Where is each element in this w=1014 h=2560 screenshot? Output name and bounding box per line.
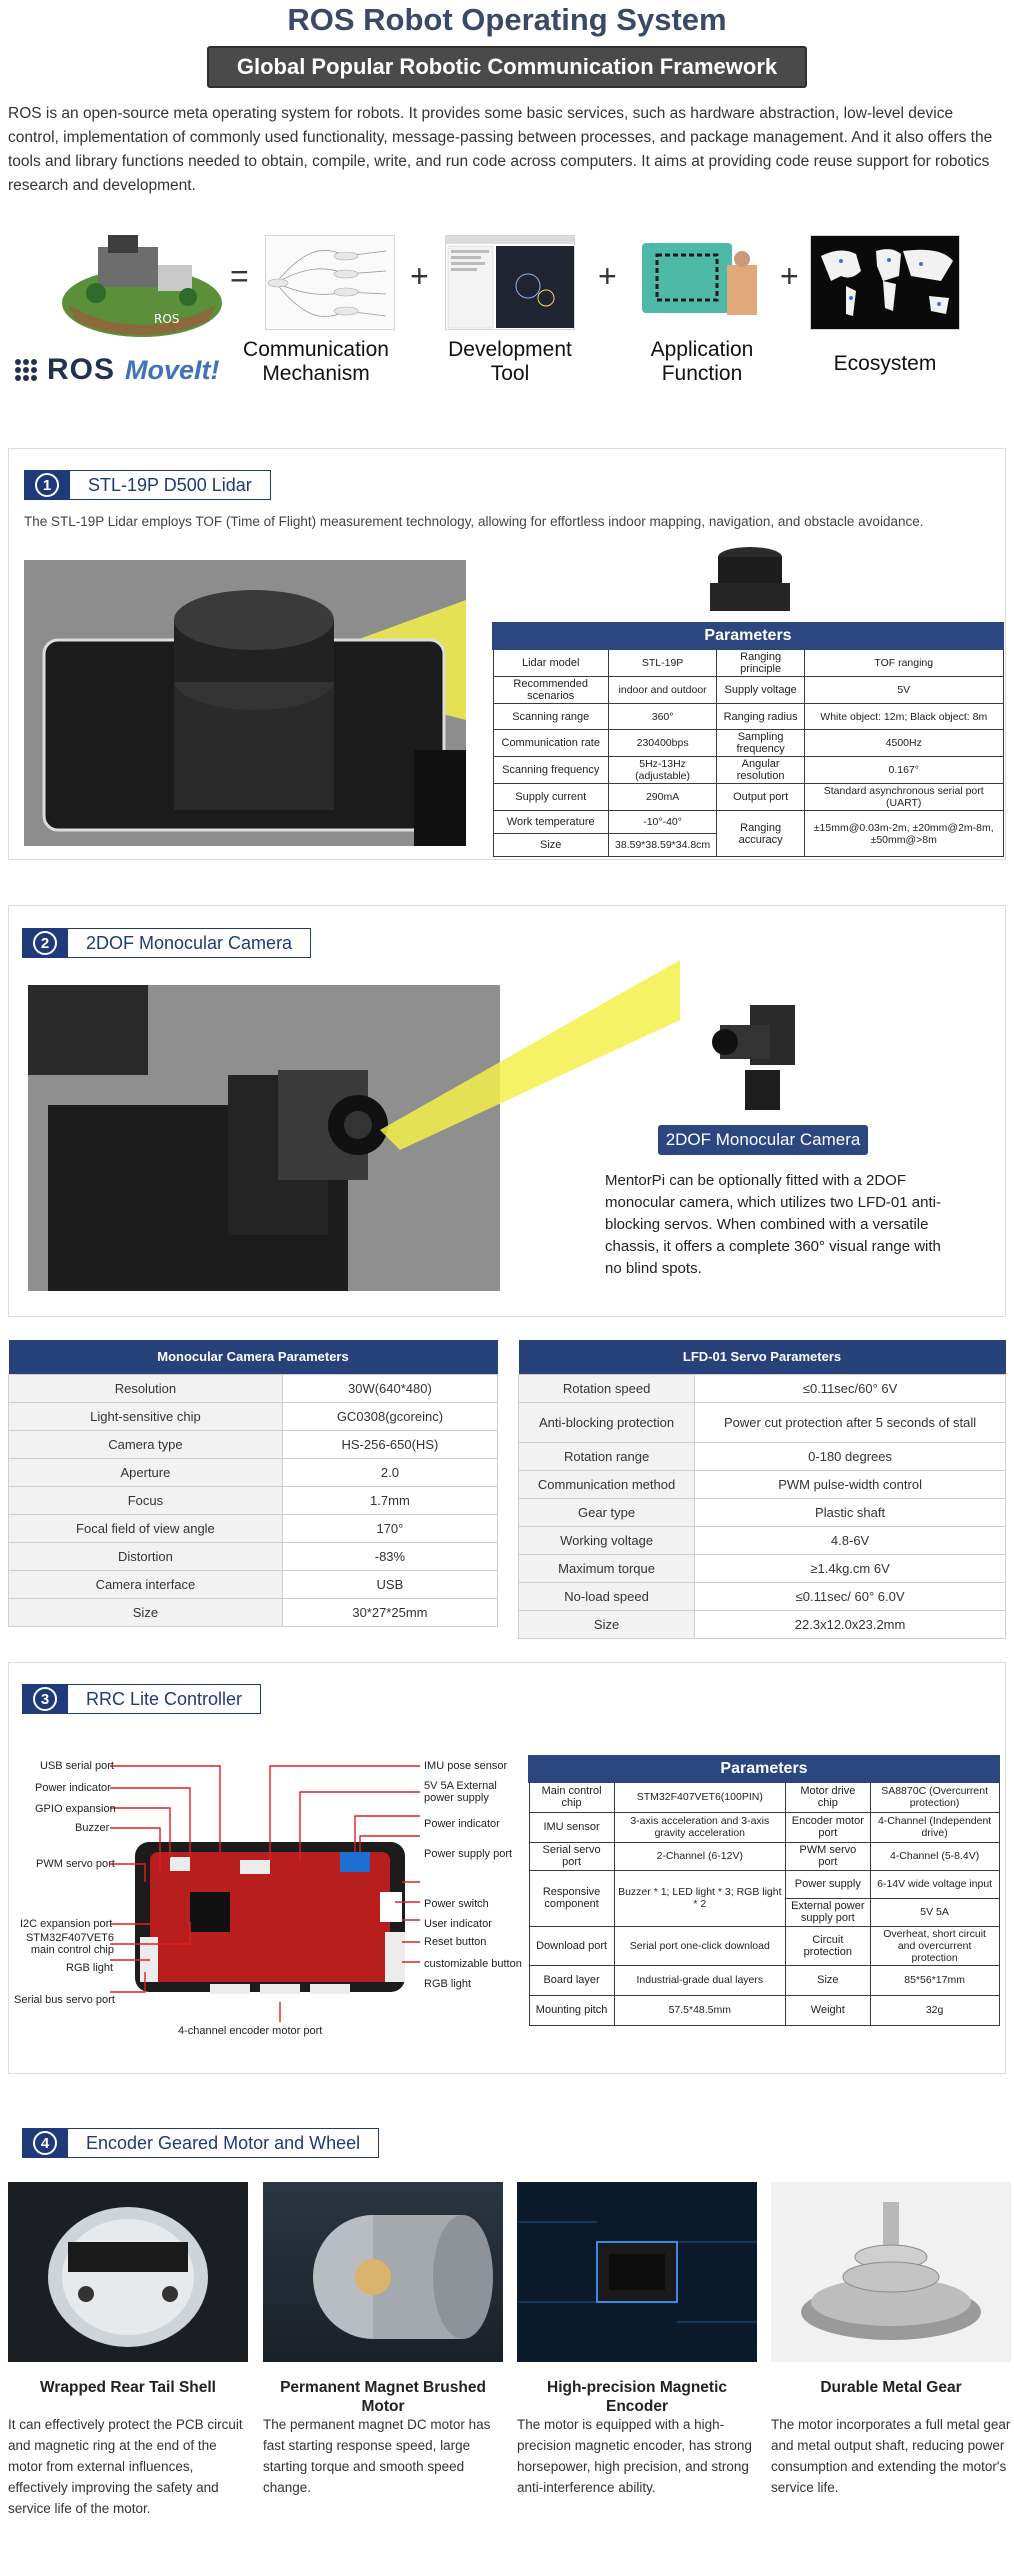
cell: Ranging radius [717,704,805,730]
cell: PWM pulse-width control [695,1470,1006,1498]
cell: Ranging accuracy [717,811,805,857]
label-usb-serial-port: USB serial port [40,1760,114,1772]
cell: -10°-40° [608,811,716,834]
intro-paragraph: ROS is an open-source meta operating system for robots. It provides some basic services, such as hardware abstraction, low-level device control, implementation of commonly used functionality, message-passing between processes, and package management. And it also offers the tools and library functions needed to obtain, compile, write, and run code across computers. It aims at providing code reuse support for robotics research and development. [8,105,993,194]
cell: Communication method [519,1470,695,1498]
cell: Sampling frequency [717,730,805,757]
cell: Resolution [9,1374,283,1402]
cell: Responsive component [529,1870,614,1926]
label-power-switch: Power switch [424,1898,489,1910]
section-title: RRC Lite Controller [68,1684,261,1714]
cell: 0-180 degrees [695,1442,1006,1470]
cell: GC0308(gcoreinc) [282,1402,497,1430]
cell: 290mA [608,784,716,811]
cell: 4-Channel (Independent drive) [870,1812,999,1842]
label-imu-pose-sensor: IMU pose sensor [424,1760,508,1772]
motor-feature-desc: The permanent magnet DC motor has fast starting response speed, large starting torque and smooth speed change. [263,2417,491,2495]
controller-table-title: Parameters [529,1756,999,1782]
cell: Ranging principle [717,649,805,677]
cell: Rotation range [519,1442,695,1470]
motor-feature-title: High-precision Magnetic Encoder [547,2379,727,2415]
label-reset-button: Reset button [424,1936,487,1948]
cell: ≤0.11sec/60° 6V [695,1374,1006,1402]
camera-section-header [22,928,311,958]
cell: USB [282,1570,497,1598]
cell: Scanning range [493,704,608,730]
cell: Working voltage [519,1526,695,1554]
cell: Output port [717,784,805,811]
ros-moveit-logo [15,350,220,390]
label-gpio-expansion: GPIO expansion [35,1803,116,1815]
cell: SA8870C (Overcurrent protection) [870,1782,999,1812]
development-tool-thumb [445,235,575,330]
cell: 30W(640*480) [282,1374,497,1402]
cell: Supply current [493,784,608,811]
cell: Download port [529,1926,614,1965]
cell: 4.8-6V [695,1526,1006,1554]
motor-feature-title: Wrapped Rear Tail Shell [39,2379,216,2396]
controller-param-table [528,1755,1000,2026]
ros-logo-text: ROS [47,353,116,386]
cell: 2.0 [282,1458,497,1486]
ros-island-illustration [58,225,226,343]
lidar-robot-photo [24,560,466,846]
caption-application: Application Function [650,338,754,385]
motor-section-header [22,2128,379,2158]
cell: Rotation speed [519,1374,695,1402]
controller-section-header [22,1684,261,1714]
brushed-motor-image [263,2182,503,2362]
label-customizable-button: customizable button [424,1958,522,1970]
cell: External power supply port [785,1898,870,1926]
cell: No-load speed [519,1582,695,1610]
cell: Size [519,1610,695,1638]
caption-ecosystem: Ecosystem [833,352,937,375]
section-number: 2 [33,931,57,955]
cell: Power supply [785,1870,870,1898]
section-number: 4 [33,2131,57,2155]
cell: indoor and outdoor [608,677,716,704]
camera-description: MentorPi can be optionally fitted with a 2DOF monocular camera, which utilizes two LFD-01 anti-blocking servos. When combined with a versatile chassis, it offers a complete 360° visual range with no blind spots. [605,1172,941,1277]
ros-dots-icon [15,359,37,381]
cell: Industrial-grade dual layers [614,1965,785,1995]
cell: White object: 12m; Black object: 8m [804,704,1003,730]
cell: Aperture [9,1458,283,1486]
label-power-indicator: Power indicator [35,1782,111,1794]
lidar-product-image [700,543,800,615]
cell: Board layer [529,1965,614,1995]
cell: 5V [804,677,1003,704]
cell: 30*27*25mm [282,1598,497,1626]
page-title: ROS Robot Operating System [287,2,727,37]
cell: Camera type [9,1430,283,1458]
cell: 38.59*38.59*34.8cm [608,834,716,857]
cell: Overheat, short circuit and overcurrent protection [870,1926,999,1965]
motor-feature-desc: The motor incorporates a full metal gear and metal output shaft, reducing power consumption and extending the motor's service life. [771,2417,1011,2495]
camera-product-image [700,995,810,1115]
plus-sign: + [598,258,617,294]
lidar-description: The STL-19P Lidar employs TOF (Time of Flight) measurement technology, allowing for effortless indoor mapping, navigation, and obstacle avoidance. [24,514,924,529]
cell: 32g [870,1995,999,2025]
motor-feature-desc: It can effectively protect the PCB circuit and magnetic ring at the end of the motor from external influences, effectively improving the safety and service life of the motor. [8,2417,243,2516]
cell: Gear type [519,1498,695,1526]
ros-composition-row [0,220,1014,400]
cell: Serial port one-click download [614,1926,785,1965]
cell: Recommended scenarios [493,677,608,704]
plus-sign: + [780,258,799,294]
cell: Mounting pitch [529,1995,614,2025]
cell: 22.3x12.0x23.2mm [695,1610,1006,1638]
caption-development: Development Tool [448,338,572,385]
cell: PWM servo port [785,1842,870,1870]
cell: Distortion [9,1542,283,1570]
lidar-table-title: Parameters [493,623,1003,649]
cell: Lidar model [493,649,608,677]
servo-param-table [518,1340,1006,1639]
label-rgb-light-left: RGB light [66,1962,114,1974]
cell: Communication rate [493,730,608,757]
monocular-camera-param-table [8,1340,498,1627]
cell: 2-Channel (6-12V) [614,1842,785,1870]
cell: Buzzer * 1; LED light * 3; RGB light * 2 [614,1870,785,1926]
section-number: 3 [33,1687,57,1711]
cell: TOF ranging [804,649,1003,677]
table-title: Monocular Camera Parameters [9,1340,498,1374]
ecosystem-map-thumb [810,235,960,330]
label-serial-bus-servo-port: Serial bus servo port [14,1994,115,2006]
cell: Size [9,1598,283,1626]
cell: 57.5*48.5mm [614,1995,785,2025]
cell: 5Hz-13Hz (adjustable) [608,757,716,784]
cell: 230400bps [608,730,716,757]
equals-sign: = [230,258,249,294]
cell: Serial servo port [529,1842,614,1870]
tail-shell-image [8,2182,248,2362]
cell: ≤0.11sec/ 60° 6.0V [695,1582,1006,1610]
cell: -83% [282,1542,497,1570]
section-title: STL-19P D500 Lidar [70,470,271,500]
cell: Scanning frequency [493,757,608,784]
cell: Supply voltage [717,677,805,704]
motor-feature-desc: The motor is equipped with a high-precision magnetic encoder, has strong horsepower, high precision, and strong anti-interference ability. [517,2417,752,2495]
cell: STM32F407VET6(100PIN) [614,1782,785,1812]
caption-communication: Communication Mechanism [243,338,389,385]
label-user-indicator: User indicator [424,1918,492,1930]
cell: 170° [282,1514,497,1542]
label-power-supply-port: Power supply port [424,1848,513,1860]
label-rgb-light-right: RGB light [424,1978,472,1990]
cell: Angular resolution [717,757,805,784]
cell: Motor drive chip [785,1782,870,1812]
application-function-thumb [637,235,767,330]
cell: Light-sensitive chip [9,1402,283,1430]
hero-ros-label: ROS [154,312,180,326]
cell: Size [493,834,608,857]
cell: Anti-blocking protection [519,1402,695,1442]
lidar-section-header [24,470,271,500]
label-pwm-servo-port: PWM servo port [36,1858,115,1870]
section-number: 1 [35,473,59,497]
cell: Standard asynchronous serial port (UART) [804,784,1003,811]
plus-sign: + [410,258,429,294]
label-external-power: 5V 5A External power supply [424,1780,497,1804]
label-encoder-motor-port: 4-channel encoder motor port [178,2025,323,2037]
cell: Main control chip [529,1782,614,1812]
cell: Focal field of view angle [9,1514,283,1542]
cell: Focus [9,1486,283,1514]
cell: Circuit protection [785,1926,870,1965]
label-i2c-expansion-port: I2C expansion port [20,1918,113,1930]
cell: 0.167° [804,757,1003,784]
camera-label-badge: 2DOF Monocular Camera [658,1125,868,1155]
cell: 360° [608,704,716,730]
motor-feature-title: Permanent Magnet Brushed Motor [280,2379,486,2415]
cell: 5V 5A [870,1898,999,1926]
cell: Size [785,1965,870,1995]
cell: 4500Hz [804,730,1003,757]
cell: Work temperature [493,811,608,834]
label-main-control-chip: STM32F407VET6 main control chip [25,1932,114,1956]
section-title: Encoder Geared Motor and Wheel [68,2128,379,2158]
cell: HS-256-650(HS) [282,1430,497,1458]
cell: 3-axis acceleration and 3-axis gravity acceleration [614,1812,785,1842]
cell: 4-Channel (5-8.4V) [870,1842,999,1870]
table-title: LFD-01 Servo Parameters [519,1340,1006,1374]
motor-feature-title: Durable Metal Gear [820,2379,962,2396]
cell: ≥1.4kg.cm 6V [695,1554,1006,1582]
moveit-logo-text: MoveIt! [125,354,220,385]
cell: IMU sensor [529,1812,614,1842]
cell: Power cut protection after 5 seconds of stall [695,1402,1006,1442]
metal-gear-image [771,2182,1011,2362]
cell: ±15mm@0.03m-2m, ±20mm@2m-8m, ±50mm@>8m [804,811,1003,857]
cell: 1.7mm [282,1486,497,1514]
cell: STL-19P [608,649,716,677]
cell: Plastic shaft [695,1498,1006,1526]
cell: Weight [785,1995,870,2025]
cell: 85*56*17mm [870,1965,999,1995]
cell: 6-14V wide voltage input [870,1870,999,1898]
cell: Encoder motor port [785,1812,870,1842]
cell: Camera interface [9,1570,283,1598]
lidar-param-table [492,622,1004,857]
communication-diagram-thumb [265,235,395,330]
label-buzzer: Buzzer [75,1822,110,1834]
cell: Maximum torque [519,1554,695,1582]
section-title: 2DOF Monocular Camera [68,928,311,958]
label-power-indicator-right: Power indicator [424,1818,500,1830]
magnetic-encoder-image [517,2182,757,2362]
subtitle-banner: Global Popular Robotic Communication Framework [207,46,807,88]
